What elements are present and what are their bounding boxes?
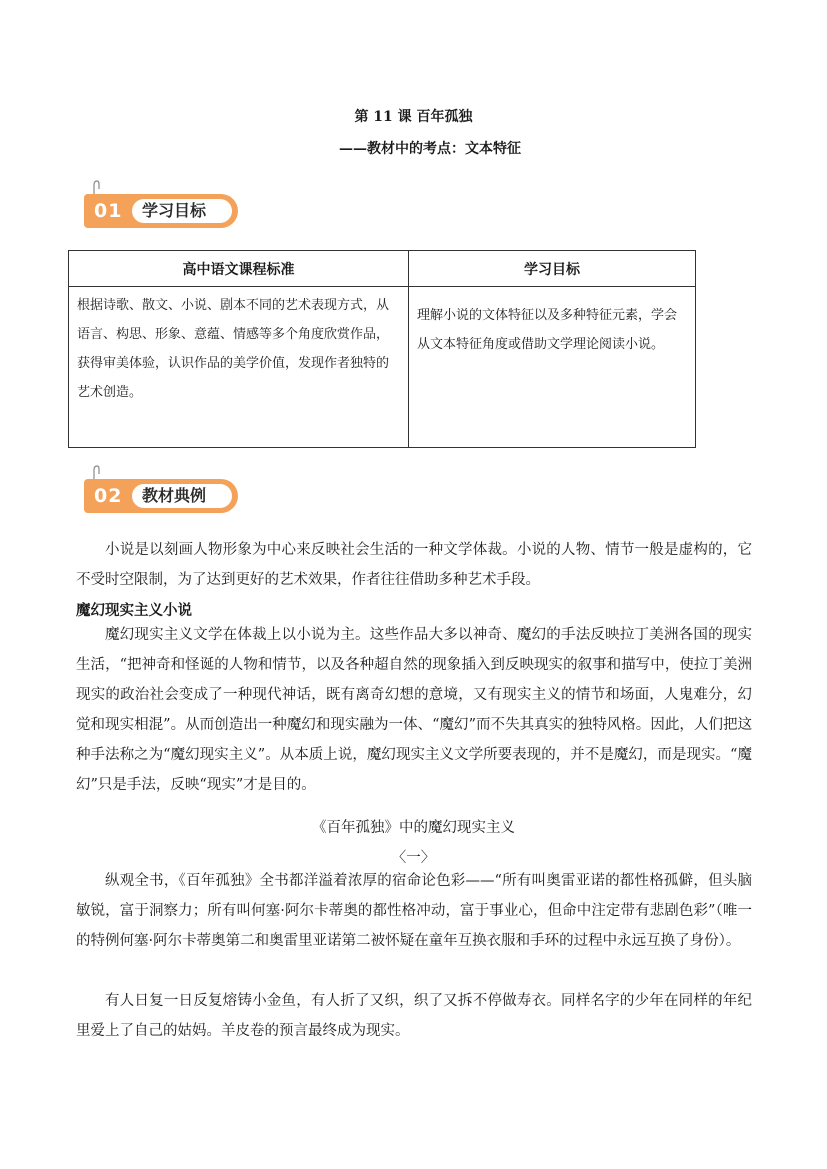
goals-table [68,250,696,448]
fatalism-paragraph: 纵观全书，《百年孤独》全书都洋溢着浓厚的宿命论色彩——“所有叫奥雷亚诺的都性格孤僻，但头脑敏锐，富于洞察力；所有叫何塞·阿尔卡蒂奥的都性格冲动，富于事业心，但命中注定带有悲剧色彩”（唯一的特例何塞·阿尔卡蒂奥第二和奥雷里亚诺第二被怀疑在童年互换衣服和手环的过程中永远互换了身份）。 [76,873,752,949]
section-badge-textbook-examples [84,473,244,519]
table-cell-goal: 理解小说的文体特征以及多种特征元素，学会从文本特征角度或借助文学理论阅读小说。 [409,287,696,448]
badge-label: 教材典例 [132,484,232,508]
table-header-row [69,251,696,287]
badge-number: 02 [94,485,123,507]
intro-paragraph: 小说是以刻画人物形象为中心来反映社会生活的一种文学体裁。小说的人物、情节一般是虚构的，它不受时空限制，为了达到更好的艺术效果，作者往往借助多种艺术手段。 [76,542,752,588]
badge-number: 01 [94,200,123,222]
table-header-cell: 学习目标 [409,251,696,287]
magic-realism-paragraph: 魔幻现实主义文学在体裁上以小说为主。这些作品大多以神奇、魔幻的手法反映拉丁美洲各国的现实生活，“把神奇和怪诞的人物和情节，以及各种超自然的现象插入到反映现实的叙事和描写中，使拉丁美洲现实的政治社会变成了一种现代神话，既有离奇幻想的意境，又有现实主义的情节和场面，人鬼难分，幻觉和现实相混”。从而创造出一种魔幻和现实融为一体、“魔幻”而不失其真实的独特风格。因此，人们把这种手法称之为“魔幻现实主义”。从本质上说，魔幻现实主义文学所要表现的，并不是魔幻，而是现实。“魔幻”只是手法，反映“现实”才是目的。 [76,627,752,793]
part-marker: 〈一〉 [391,850,436,866]
table-cell-standard: 根据诗歌、散文、小说、剧本不同的艺术表现方式，从语言、构思、形象、意蕴、情感等多个角度欣赏作品，获得审美体验，认识作品的美学价值，发现作者独特的艺术创造。 [69,287,409,448]
table-header-cell: 高中语文课程标准 [69,251,409,287]
badge-label: 学习目标 [132,199,232,223]
page-subtitle: ——教材中的考点：文本特征 [339,141,521,157]
page-title: 第 11 课 百年孤独 [354,109,473,125]
section-badge-learning-goals [84,188,244,234]
section-subheading: 《百年孤独》中的魔幻现实主义 [312,820,515,836]
magic-realism-heading: 魔幻现实主义小说 [76,602,192,619]
repetition-paragraph: 有人日复一日反复熔铸小金鱼，有人折了又织，织了又拆不停做寿衣。同样名字的少年在同样的年纪里爱上了自己的姑妈。羊皮卷的预言最终成为现实。 [76,993,752,1039]
table-row [69,287,696,448]
